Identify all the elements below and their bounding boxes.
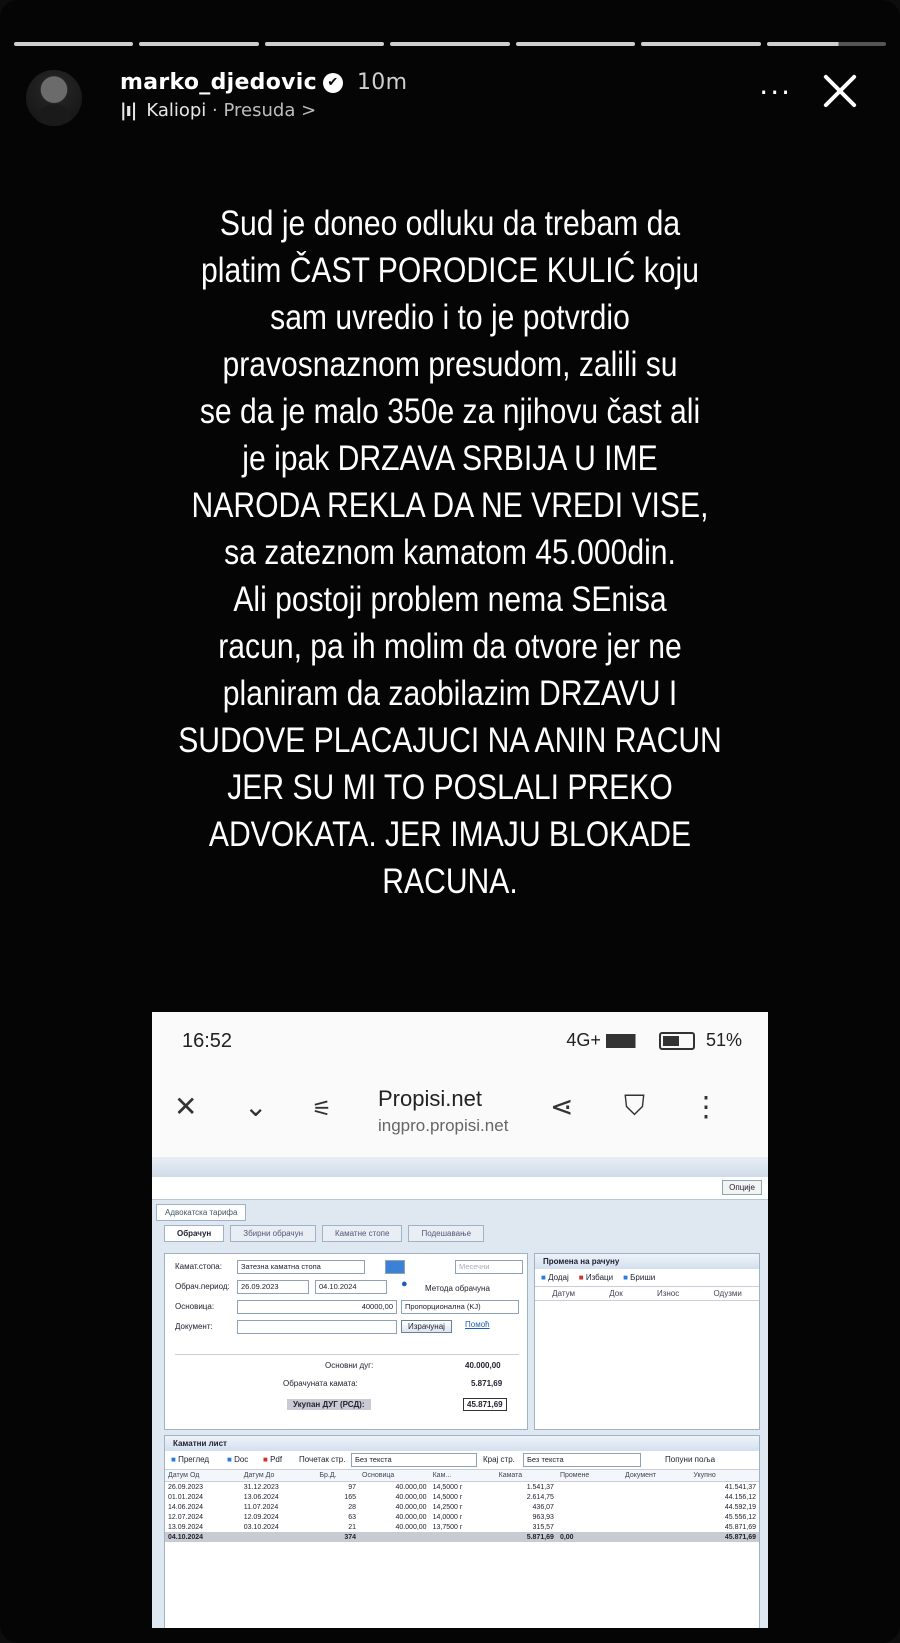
- remove-button: [579, 1273, 613, 1282]
- table-total-row: [165, 1532, 759, 1542]
- table-cell: 63: [348, 1513, 357, 1521]
- table-cell: 1.541,37: [526, 1483, 554, 1491]
- caption-line: platim ČAST PORODICE KULIĆ koju: [201, 251, 699, 290]
- rate-label: Камат.стопа:: [175, 1262, 222, 1271]
- column-header: Основица: [359, 1470, 430, 1482]
- preview-label: Преглед: [178, 1455, 210, 1464]
- table-cell: 26.09.2023: [168, 1483, 204, 1491]
- delete-button: [623, 1273, 655, 1282]
- table-cell: 28: [348, 1503, 357, 1511]
- phone-status-bar: [152, 1012, 768, 1068]
- table-cell: [622, 1502, 690, 1512]
- chevron-down-icon: ⌄: [244, 1091, 268, 1122]
- summary-box: [175, 1354, 519, 1425]
- verified-badge-icon: ✔: [323, 73, 343, 93]
- table-cell: 436,07: [532, 1503, 554, 1511]
- table-cell: [557, 1492, 622, 1502]
- table-cell: [622, 1522, 690, 1532]
- base-label: Основица:: [175, 1302, 215, 1311]
- table-cell: [622, 1492, 690, 1502]
- changes-col: Датум: [552, 1289, 575, 1298]
- music-bars-icon: |ı|: [120, 100, 137, 121]
- close-icon: ✕: [174, 1091, 198, 1122]
- table-cell: 14,5000 г: [432, 1493, 463, 1501]
- caption-line: planiram da zaobilazim DRZAVU I: [222, 674, 678, 713]
- table-cell: 44.592,19: [724, 1503, 756, 1511]
- progress-segment: [14, 42, 133, 46]
- table-cell: 01.01.2024: [168, 1493, 204, 1501]
- table-cell: 0,00: [557, 1532, 622, 1542]
- bookmark-icon: ⛉: [624, 1090, 646, 1121]
- changes-columns: [535, 1286, 759, 1301]
- site-info: [378, 1086, 508, 1136]
- subtab: Збирни обрачун: [230, 1225, 316, 1242]
- total-value: 45.871,69: [463, 1398, 507, 1411]
- site-url: ingpro.propisi.net: [378, 1116, 509, 1135]
- tab-attorney-tariff: Адвокатска тарифа: [156, 1204, 246, 1221]
- battery-icon: [659, 1032, 695, 1050]
- close-icon[interactable]: [816, 68, 862, 114]
- table-row: [165, 1482, 759, 1493]
- end-page-label: Крај стр.: [483, 1455, 515, 1464]
- table-row: [165, 1512, 759, 1522]
- options-button: Опције: [722, 1180, 762, 1195]
- interest-sheet-toolbar: [165, 1451, 759, 1470]
- fill-fields-label: Попуни поља: [665, 1455, 716, 1464]
- pdf-icon: ■: [263, 1455, 268, 1464]
- embedded-screenshot: [152, 1012, 768, 1628]
- caption-line: SUDOVE PLACAJUCI NA ANIN RACUN: [178, 721, 722, 760]
- table-cell: 40.000,00: [395, 1483, 427, 1491]
- column-header: Датум Од: [165, 1470, 241, 1482]
- doc-button-label: Doc: [234, 1455, 249, 1464]
- table-cell: 12.09.2024: [243, 1513, 279, 1521]
- period-label: Обрач.период:: [175, 1282, 230, 1291]
- caption-line: sa zateznom kamatom 45.000din.: [224, 533, 676, 572]
- table-cell: 40.000,00: [395, 1493, 427, 1501]
- help-link: Помоћ: [465, 1320, 490, 1329]
- caption-line: sam uvredio i to je potvrdio: [270, 298, 630, 337]
- share-icon: ⋖: [550, 1091, 574, 1122]
- table-cell: 13.09.2024: [168, 1523, 204, 1531]
- add-label: Додај: [548, 1273, 569, 1282]
- table-cell: [557, 1482, 622, 1493]
- column-header: Документ: [622, 1470, 690, 1482]
- total-label: Укупан ДУГ (РСД):: [287, 1399, 371, 1410]
- interest-sheet: [164, 1435, 760, 1628]
- table-cell: 13,7500 г: [432, 1523, 463, 1531]
- progress-segment: [265, 42, 384, 46]
- changes-title: Промена на рачуну: [535, 1254, 759, 1269]
- status-icons: [566, 1030, 742, 1051]
- column-header: Промене: [557, 1470, 622, 1482]
- chevron-right-icon: >: [301, 100, 317, 121]
- table-cell: 40.000,00: [395, 1513, 427, 1521]
- calculator-app: [152, 1157, 768, 1628]
- table-header-row: [165, 1470, 759, 1482]
- caption-line: RACUNA.: [382, 862, 518, 901]
- table-cell: 40.000,00: [395, 1523, 427, 1531]
- changes-col: Износ: [656, 1289, 680, 1298]
- table-cell: 97: [348, 1483, 357, 1491]
- doc-input: [237, 1320, 397, 1334]
- preview-icon: ■: [171, 1455, 176, 1464]
- interest-value: 5.871,69: [471, 1379, 503, 1388]
- checkbox-icon: [385, 1260, 405, 1274]
- interest-sheet-title: Каматни лист: [165, 1436, 759, 1451]
- pdf-label: Pdf: [270, 1455, 283, 1464]
- table-cell: [622, 1532, 690, 1542]
- changes-col: Док: [609, 1289, 623, 1298]
- table-cell: 165: [344, 1493, 357, 1501]
- doc-icon: ■: [227, 1455, 232, 1464]
- post-time: 10m: [356, 70, 408, 95]
- caption-line: Ali postoji problem nema SEnisa: [233, 580, 667, 619]
- table-cell: [622, 1482, 690, 1493]
- signal-icon: [606, 1034, 648, 1048]
- remove-icon: ■: [578, 1273, 584, 1282]
- end-page-select: Без текста: [523, 1453, 641, 1467]
- account-changes-panel: [534, 1253, 760, 1430]
- remove-label: Избаци: [585, 1273, 614, 1282]
- avatar[interactable]: [26, 70, 82, 126]
- table-cell: 04.10.2024: [165, 1532, 241, 1542]
- pdf-button: [263, 1455, 282, 1464]
- info-icon: ●: [401, 1278, 408, 1290]
- table-cell: [241, 1532, 317, 1542]
- calc-panel: [164, 1253, 528, 1430]
- table-cell: 45.871,69: [724, 1523, 756, 1531]
- method-select: Пропорционална (KJ): [401, 1300, 519, 1314]
- column-header: Камата: [496, 1470, 557, 1482]
- progress-segment-current: [767, 42, 886, 46]
- base-input: 40000,00: [237, 1300, 397, 1314]
- table-cell: [557, 1512, 622, 1522]
- table-cell: 315,57: [532, 1523, 554, 1531]
- delete-icon: ■: [623, 1273, 628, 1282]
- delete-label: Бриши: [630, 1273, 656, 1282]
- caption-line: se da je malo 350e za njihovu čast ali: [199, 392, 701, 431]
- start-page-label: Почетак стр.: [299, 1455, 346, 1464]
- caption-line: je ipak DRZAVA SRBIJA U IME: [242, 439, 658, 478]
- table-cell: 21: [348, 1523, 357, 1531]
- battery-level: 51: [705, 1030, 726, 1050]
- subtab: Обрачун: [164, 1225, 224, 1242]
- progress-segment: [516, 42, 635, 46]
- table-row: [165, 1492, 759, 1502]
- interest-table: [165, 1470, 759, 1542]
- caption-line: racun, pa ih molim da otvore jer ne: [218, 627, 682, 666]
- principal-label: Основни дуг:: [325, 1361, 374, 1370]
- story-caption: [158, 200, 743, 905]
- music-separator: ·: [212, 100, 218, 121]
- table-cell: [430, 1532, 496, 1542]
- table-cell: 374: [316, 1532, 359, 1542]
- doc-label: Документ:: [175, 1322, 213, 1331]
- rate-select: Затезна каматна стопа: [237, 1260, 365, 1274]
- subtab: Каматне стопе: [322, 1225, 402, 1242]
- table-cell: 14,5000 г: [432, 1483, 463, 1491]
- progress-segment: [139, 42, 258, 46]
- add-icon: ■: [541, 1273, 546, 1282]
- more-vertical-icon: ⋮: [692, 1091, 720, 1122]
- caption-line: pravosnaznom presudom, zalili su: [222, 345, 678, 384]
- changes-toolbar: [535, 1269, 759, 1286]
- calculate-button: Израчунај: [401, 1320, 452, 1333]
- table-cell: [557, 1502, 622, 1512]
- network-type: 4G+: [566, 1030, 601, 1050]
- status-time: 16:52: [182, 1030, 233, 1052]
- table-cell: 2.614,75: [526, 1493, 554, 1501]
- app-select-row: [152, 1177, 768, 1200]
- caption-line: JER SU MI TO POSLALI PREKO: [227, 768, 673, 807]
- doc-button: [227, 1455, 248, 1464]
- table-cell: 40.000,00: [395, 1503, 427, 1511]
- table-cell: 963,93: [532, 1513, 554, 1521]
- site-settings-icon: ⚟: [312, 1096, 332, 1121]
- table-cell: 13.06.2024: [243, 1493, 279, 1501]
- column-header: Укупно: [690, 1470, 759, 1482]
- table-cell: 45.556,12: [724, 1513, 756, 1521]
- table-cell: 12.07.2024: [168, 1513, 204, 1521]
- music-artist: Kaliopi: [146, 100, 207, 121]
- table-row: [165, 1522, 759, 1532]
- username-row[interactable]: [120, 70, 407, 95]
- username[interactable]: marko_djedovic: [120, 70, 317, 95]
- preview-button: [171, 1455, 209, 1464]
- story-header: [20, 62, 880, 132]
- more-options-icon[interactable]: ···: [759, 76, 792, 109]
- table-cell: 14,0000 г: [432, 1513, 463, 1521]
- music-song: Presuda: [223, 100, 296, 121]
- subtab: Подешавање: [408, 1225, 484, 1242]
- music-attribution[interactable]: [120, 100, 316, 121]
- period-type-select: Месечни: [455, 1260, 523, 1274]
- table-cell: 45.871,69: [690, 1532, 759, 1542]
- site-title: Propisi.net: [378, 1086, 482, 1111]
- column-header: Бр.Д.: [316, 1470, 359, 1482]
- browser-toolbar: [152, 1068, 768, 1148]
- table-cell: 14.06.2024: [168, 1503, 204, 1511]
- start-page-select: Без текста: [351, 1453, 477, 1467]
- table-cell: 5.871,69: [496, 1532, 557, 1542]
- caption-line: Sud je doneo odluku da trebam da: [219, 204, 681, 243]
- battery-unit: %: [725, 1030, 742, 1050]
- table-cell: 11.07.2024: [243, 1503, 279, 1511]
- changes-col: Одузми: [713, 1289, 742, 1298]
- principal-value: 40.000,00: [465, 1361, 501, 1370]
- table-cell: 41.541,37: [724, 1483, 756, 1491]
- table-cell: [359, 1532, 430, 1542]
- column-header: Кам...: [430, 1470, 496, 1482]
- table-cell: 03.10.2024: [243, 1523, 279, 1531]
- progress-segment: [641, 42, 760, 46]
- period-from: 26.09.2023: [237, 1280, 309, 1294]
- interest-label: Обрачуната камата:: [283, 1379, 358, 1388]
- period-to: 04.10.2024: [315, 1280, 387, 1294]
- add-button: [541, 1273, 569, 1282]
- subtabs: [164, 1225, 756, 1242]
- caption-line: NARODA REKLA DA NE VREDI VISE,: [191, 486, 709, 525]
- table-cell: [557, 1522, 622, 1532]
- caption-line: ADVOKATA. JER IMAJU BLOKADE: [208, 815, 692, 854]
- story-progress-bar: [14, 42, 886, 46]
- table-cell: 31.12.2023: [243, 1483, 279, 1491]
- app-top-band: [152, 1157, 768, 1177]
- table-cell: [622, 1512, 690, 1522]
- method-label: Метода обрачуна: [425, 1284, 490, 1293]
- progress-segment: [390, 42, 509, 46]
- table-cell: 14,2500 г: [432, 1503, 463, 1511]
- table-cell: 44.156,12: [724, 1493, 756, 1501]
- table-row: [165, 1502, 759, 1512]
- column-header: Датум До: [241, 1470, 317, 1482]
